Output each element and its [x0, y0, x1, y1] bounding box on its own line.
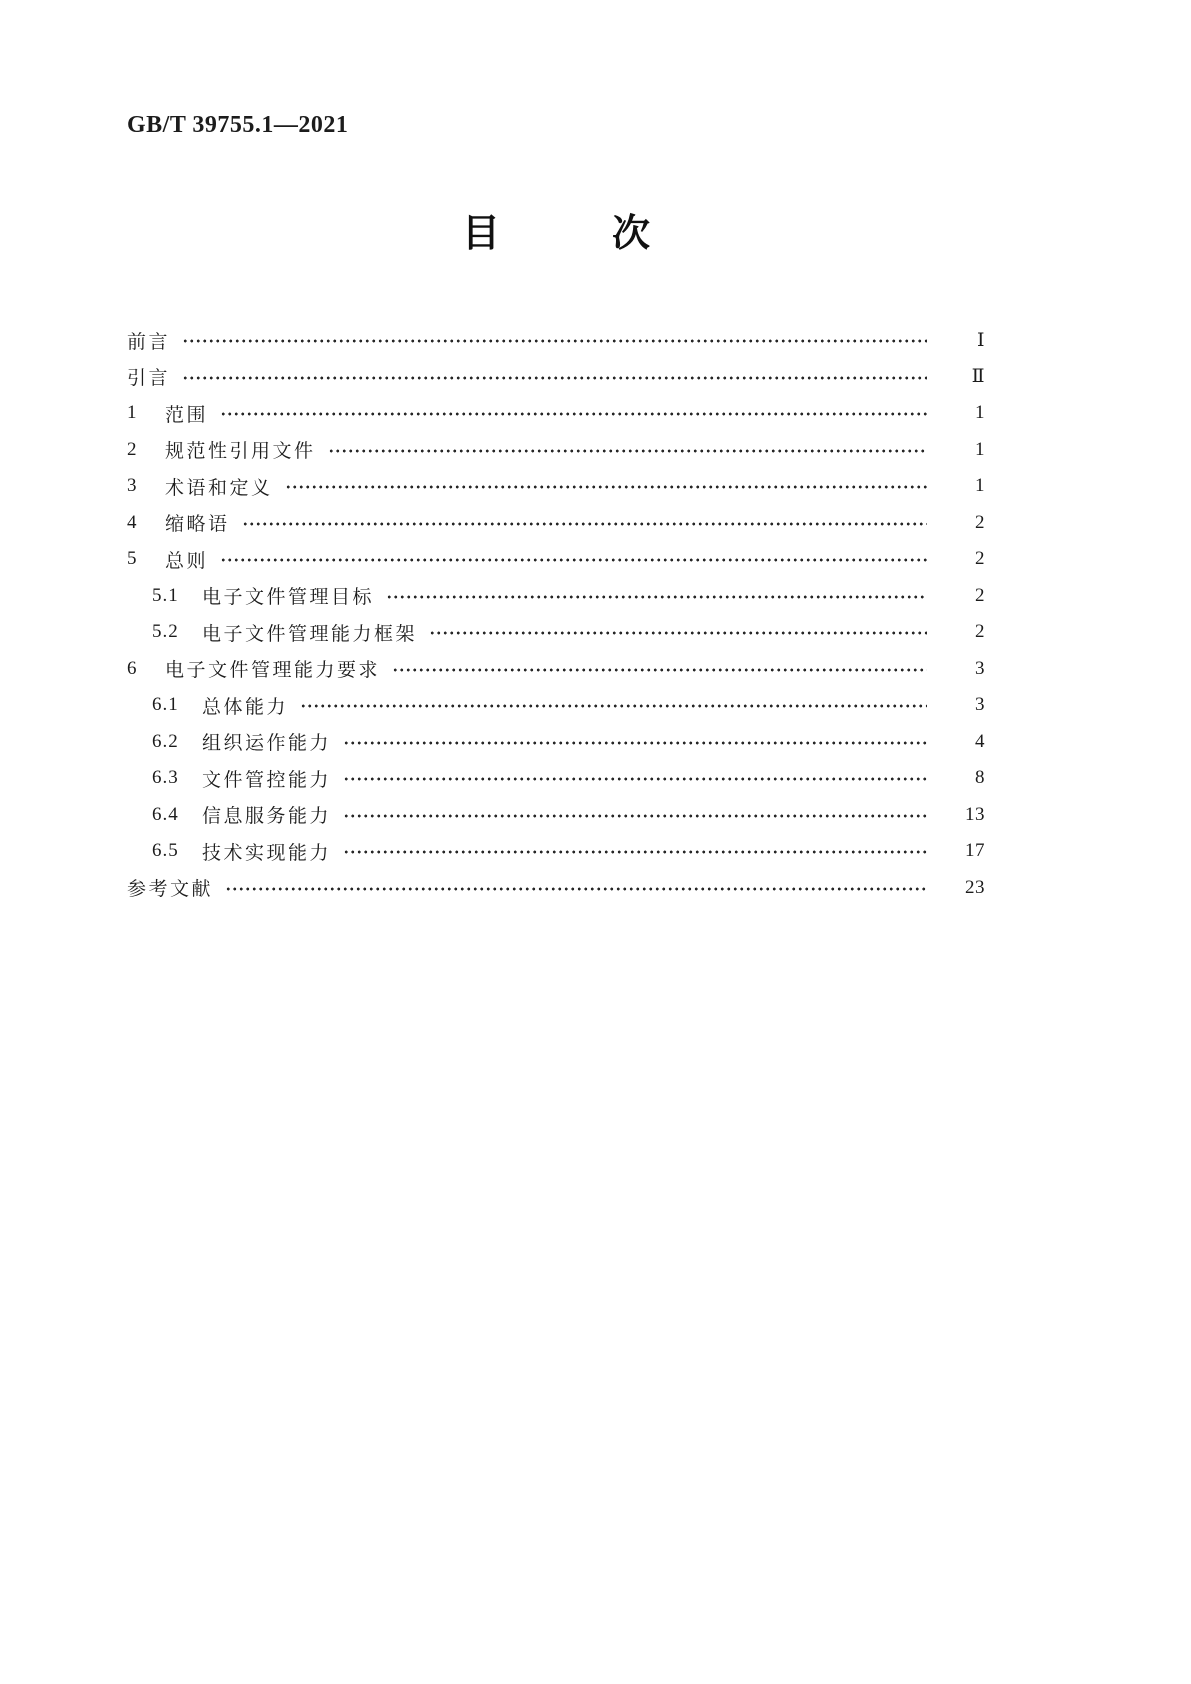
toc-entry: [127, 505, 985, 542]
toc-entry-number: 2: [127, 438, 138, 460]
toc-entry-page: 17: [965, 840, 985, 862]
toc-entry: [127, 797, 985, 834]
toc-entry: [127, 760, 985, 797]
toc-entry-number: 6.1: [152, 694, 179, 716]
toc-entry-label: 范围: [165, 404, 209, 426]
page-title: [127, 202, 985, 257]
toc-entry-page: 8: [975, 767, 985, 789]
toc-entry-label: 规范性引用文件: [165, 441, 316, 463]
toc-entry: [127, 468, 985, 505]
table-of-contents: [127, 322, 985, 906]
toc-entry-page: 1: [975, 402, 985, 424]
toc-entry-number: 4: [127, 511, 138, 533]
toc-entry: [127, 432, 985, 469]
toc-entry-label: 缩略语: [165, 514, 230, 536]
toc-entry-page: 2: [975, 548, 985, 570]
toc-entry-label: 电子文件管理目标: [202, 587, 375, 609]
toc-entry-label: 技术实现能力: [202, 842, 332, 864]
toc-entry-number: 6.2: [152, 730, 179, 752]
toc-entry: [127, 541, 985, 578]
toc-entry-page: Ⅱ: [971, 366, 985, 388]
toc-entry-page: Ⅰ: [976, 329, 985, 351]
toc-entry: [127, 687, 985, 724]
toc-entry-label: 文件管控能力: [202, 769, 332, 791]
toc-entry: [127, 578, 985, 615]
toc-entry-label: 参考文献: [127, 879, 214, 901]
toc-entry-label: 前言: [127, 331, 171, 353]
toc-entry: [127, 870, 985, 907]
toc-entry-page: 1: [975, 475, 985, 497]
toc-entry-number: 3: [127, 475, 138, 497]
toc-leader-dots: [242, 520, 927, 528]
standard-number: GB/T 39755.1—2021: [127, 112, 349, 138]
toc-entry-label: 电子文件管理能力要求: [165, 660, 381, 682]
toc-entry-label: 术语和定义: [165, 477, 273, 499]
toc-entry-number: 5: [127, 548, 138, 570]
toc-entry: [127, 322, 985, 359]
toc-entry: [127, 614, 985, 651]
toc-entry-number: 6.5: [152, 840, 179, 862]
toc-leader-dots: [220, 556, 927, 564]
toc-entry-label: 总体能力: [202, 696, 289, 718]
toc-entry-label: 电子文件管理能力框架: [202, 623, 418, 645]
toc-entry-number: 5.2: [152, 621, 179, 643]
toc-leader-dots: [343, 739, 927, 747]
toc-leader-dots: [429, 629, 927, 637]
toc-entry-page: 2: [975, 584, 985, 606]
toc-leader-dots: [343, 775, 927, 783]
toc-entry-page: 3: [975, 657, 985, 679]
toc-leader-dots: [225, 885, 927, 893]
toc-leader-dots: [343, 812, 927, 820]
toc-entry: [127, 724, 985, 761]
toc-entry-page: 4: [975, 730, 985, 752]
toc-entry-page: 1: [975, 438, 985, 460]
toc-leader-dots: [343, 848, 927, 856]
toc-leader-dots: [182, 374, 927, 382]
toc-entry-number: 5.1: [152, 584, 179, 606]
toc-entry: [127, 359, 985, 396]
toc-entry-page: 3: [975, 694, 985, 716]
toc-entry: [127, 833, 985, 870]
toc-entry-number: 6.3: [152, 767, 179, 789]
toc-leader-dots: [285, 483, 927, 491]
toc-entry-label: 总则: [165, 550, 209, 572]
toc-entry-number: 6: [127, 657, 138, 679]
toc-entry-label: 组织运作能力: [202, 733, 332, 755]
toc-entry-label: 引言: [127, 368, 171, 390]
toc-entry-label: 信息服务能力: [202, 806, 332, 828]
toc-leader-dots: [182, 337, 927, 345]
toc-entry-page: 2: [975, 621, 985, 643]
toc-entry-number: 1: [127, 402, 138, 424]
toc-leader-dots: [300, 702, 927, 710]
toc-entry-page: 23: [965, 876, 985, 898]
toc-entry-page: 2: [975, 511, 985, 533]
toc-entry: [127, 395, 985, 432]
toc-leader-dots: [386, 593, 927, 601]
page-title-char-right: 次: [612, 213, 651, 255]
toc-leader-dots: [220, 410, 927, 418]
toc-entry-page: 13: [965, 803, 985, 825]
toc-leader-dots: [392, 666, 927, 674]
toc-entry: [127, 651, 985, 688]
page-title-char-left: 目: [461, 213, 500, 255]
toc-leader-dots: [328, 447, 927, 455]
toc-entry-number: 6.4: [152, 803, 179, 825]
